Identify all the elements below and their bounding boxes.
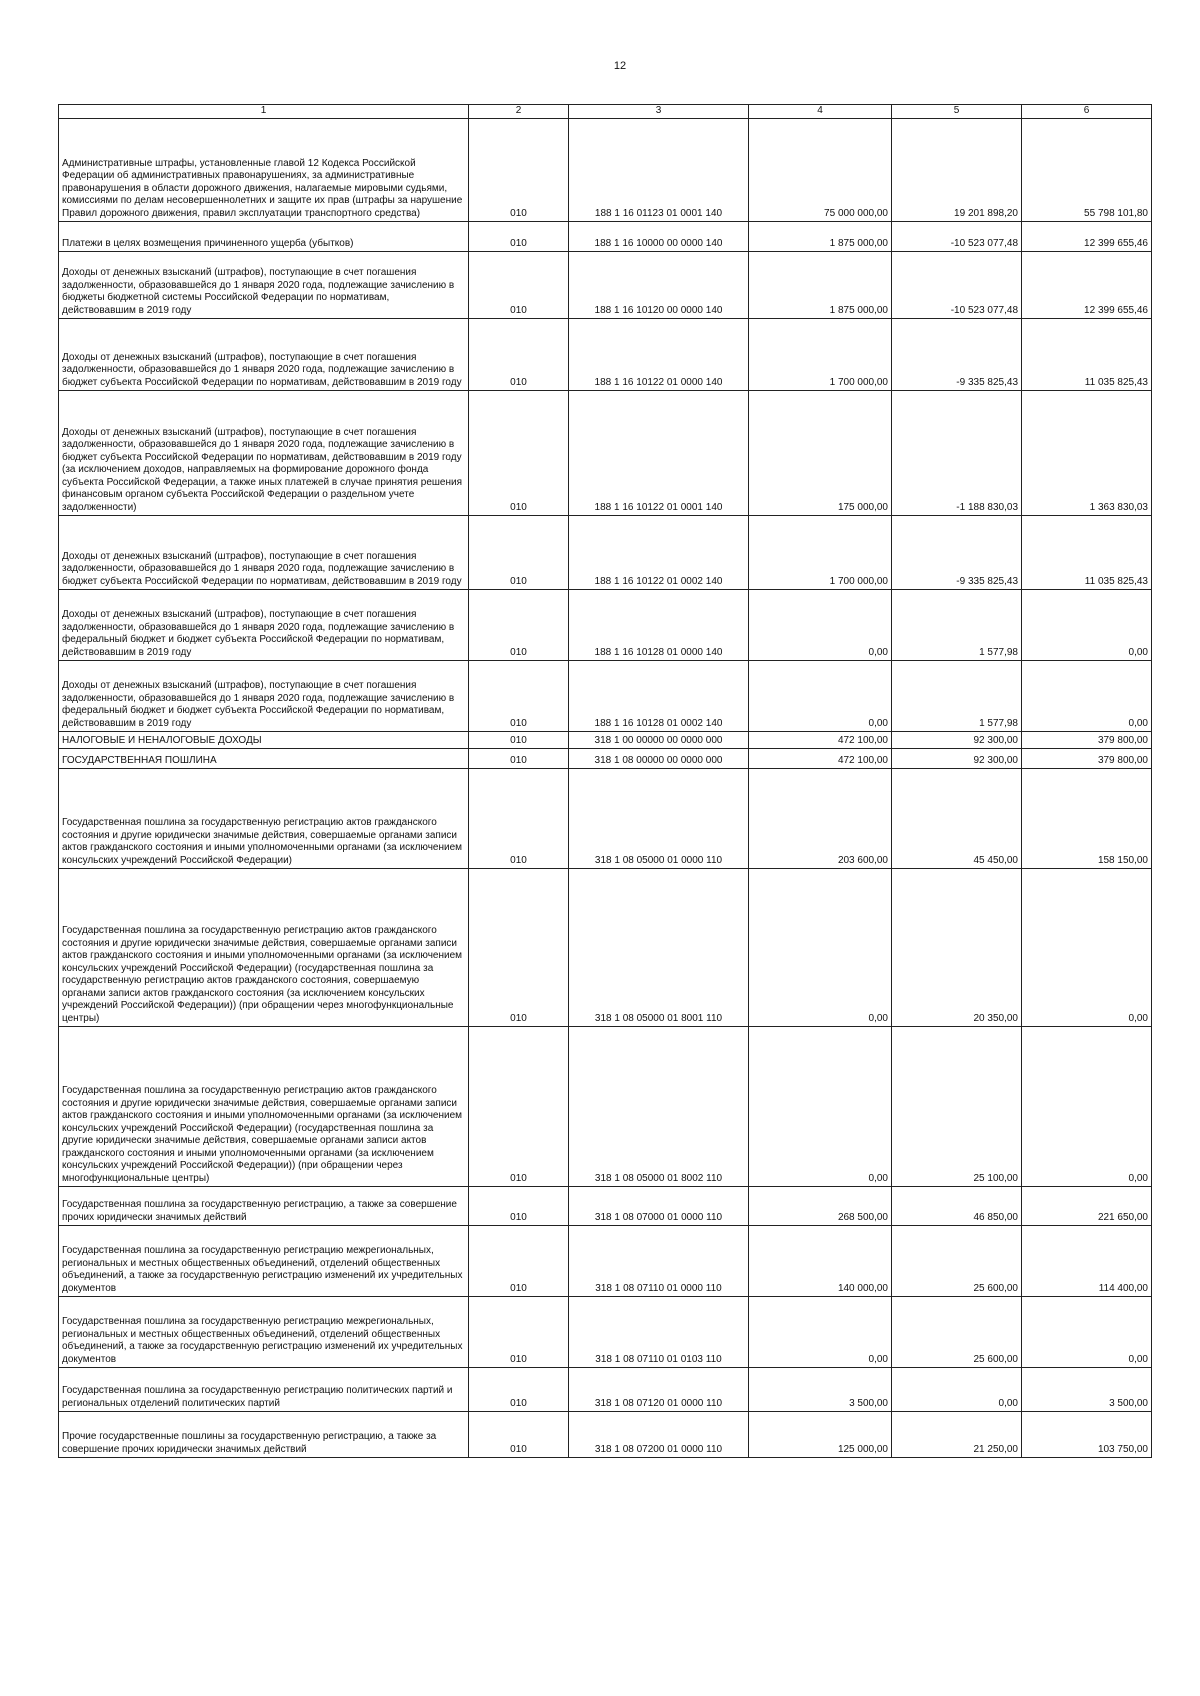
table-row — [59, 661, 1152, 732]
table-row — [59, 1368, 1152, 1412]
row-exec-cell: -9 335 825,43 — [892, 516, 1022, 590]
row-exec-cell: 1 577,98 — [892, 590, 1022, 661]
row-plan-cell: 125 000,00 — [749, 1412, 892, 1458]
table-row — [59, 391, 1152, 516]
table-row — [59, 749, 1152, 769]
row-rest-cell: 103 750,00 — [1022, 1412, 1152, 1458]
row-code-cell: 010 — [469, 869, 569, 1027]
row-rest-cell: 55 798 101,80 — [1022, 119, 1152, 222]
row-kbk-cell: 318 1 08 05000 01 0000 110 — [569, 769, 749, 869]
row-plan-cell: 0,00 — [749, 1027, 892, 1187]
row-code-cell: 010 — [469, 516, 569, 590]
column-header-2: 2 — [469, 105, 569, 119]
row-name-cell: Государственная пошлина за государственную регистрацию актов гражданского состояния и другие юридически значимые действия, совершаемые органами записи актов гражданского состояния и иными уполномоченными органами (за исключением консульских учреждений Российской Федерации) — [59, 769, 469, 869]
row-plan-cell: 472 100,00 — [749, 732, 892, 749]
row-name-cell: Административные штрафы, установленные главой 12 Кодекса Российской Федерации об административных правонарушениях, за административные правонарушения в области дорожного движения, налагаемые мировыми судьями, комиссиями по делам несовершеннолетних и защите их прав (штрафы за нарушение Правил дорожного движения, правил эксплуатации транспортного средства) — [59, 119, 469, 222]
row-name-cell: Государственная пошлина за государственную регистрацию актов гражданского состояния и другие юридически значимые действия, совершаемые органами записи актов гражданского состояния и иными уполномоченными органами (за исключением консульских учреждений Российской Федерации) (государственная пошлина за другие юридически значимые действия, совершаемые органами записи актов гражданского состояния и иными уполномоченными органами (за исключением консульских учреждений Российской Федерации)) (при обращении через многофункциональные центры) — [59, 1027, 469, 1187]
row-plan-cell: 0,00 — [749, 590, 892, 661]
row-plan-cell: 0,00 — [749, 1297, 892, 1368]
row-exec-cell: 25 600,00 — [892, 1297, 1022, 1368]
row-exec-cell: 92 300,00 — [892, 732, 1022, 749]
row-kbk-cell: 318 1 00 00000 00 0000 000 — [569, 732, 749, 749]
row-exec-cell: 25 100,00 — [892, 1027, 1022, 1187]
table-row — [59, 590, 1152, 661]
table-row — [59, 1297, 1152, 1368]
table-row — [59, 869, 1152, 1027]
row-plan-cell: 1 700 000,00 — [749, 516, 892, 590]
table-header-row — [59, 105, 1152, 119]
row-rest-cell: 12 399 655,46 — [1022, 252, 1152, 319]
row-name-cell: ГОСУДАРСТВЕННАЯ ПОШЛИНА — [59, 749, 469, 769]
row-kbk-cell: 188 1 16 10120 00 0000 140 — [569, 252, 749, 319]
row-rest-cell: 0,00 — [1022, 661, 1152, 732]
row-rest-cell: 11 035 825,43 — [1022, 319, 1152, 391]
row-plan-cell: 0,00 — [749, 869, 892, 1027]
row-code-cell: 010 — [469, 590, 569, 661]
row-kbk-cell: 188 1 16 10122 01 0002 140 — [569, 516, 749, 590]
row-code-cell: 010 — [469, 661, 569, 732]
row-kbk-cell: 318 1 08 07000 01 0000 110 — [569, 1187, 749, 1226]
row-kbk-cell: 188 1 16 10128 01 0002 140 — [569, 661, 749, 732]
table-row — [59, 1412, 1152, 1458]
row-exec-cell: -9 335 825,43 — [892, 319, 1022, 391]
row-kbk-cell: 188 1 16 01123 01 0001 140 — [569, 119, 749, 222]
row-code-cell: 010 — [469, 319, 569, 391]
column-header-5: 5 — [892, 105, 1022, 119]
row-kbk-cell: 318 1 08 05000 01 8002 110 — [569, 1027, 749, 1187]
row-code-cell: 010 — [469, 1027, 569, 1187]
row-rest-cell: 12 399 655,46 — [1022, 222, 1152, 252]
row-code-cell: 010 — [469, 119, 569, 222]
row-name-cell: Государственная пошлина за государственную регистрацию политических партий и региональных отделений политических партий — [59, 1368, 469, 1412]
row-code-cell: 010 — [469, 769, 569, 869]
row-name-cell: Доходы от денежных взысканий (штрафов), поступающие в счет погашения задолженности, образовавшейся до 1 января 2020 года, подлежащие зачислению в бюджет субъекта Российской Федерации по нормативам, действовавшим в 2019 году — [59, 319, 469, 391]
row-code-cell: 010 — [469, 252, 569, 319]
table-row — [59, 1187, 1152, 1226]
row-exec-cell: 1 577,98 — [892, 661, 1022, 732]
row-kbk-cell: 318 1 08 07110 01 0000 110 — [569, 1226, 749, 1297]
row-code-cell: 010 — [469, 1297, 569, 1368]
column-header-3: 3 — [569, 105, 749, 119]
table-row — [59, 732, 1152, 749]
column-header-1: 1 — [59, 105, 469, 119]
table-row — [59, 319, 1152, 391]
row-plan-cell: 75 000 000,00 — [749, 119, 892, 222]
row-rest-cell: 114 400,00 — [1022, 1226, 1152, 1297]
row-rest-cell: 0,00 — [1022, 590, 1152, 661]
row-exec-cell: 46 850,00 — [892, 1187, 1022, 1226]
row-name-cell: Государственная пошлина за государственную регистрацию актов гражданского состояния и другие юридически значимые действия, совершаемые органами записи актов гражданского состояния и иными уполномоченными органами (за исключением консульских учреждений Российской Федерации) (государственная пошлина за государственную регистрацию актов гражданского состояния, совершаемую органами записи актов гражданского состояния (за исключением консульских учреждений Российской Федерации)) (при обращении через многофункциональные центры) — [59, 869, 469, 1027]
row-kbk-cell: 188 1 16 10128 01 0000 140 — [569, 590, 749, 661]
row-rest-cell: 379 800,00 — [1022, 732, 1152, 749]
table-body — [59, 119, 1152, 1458]
row-plan-cell: 1 700 000,00 — [749, 319, 892, 391]
row-name-cell: Доходы от денежных взысканий (штрафов), поступающие в счет погашения задолженности, образовавшейся до 1 января 2020 года, подлежащие зачислению в бюджеты бюджетной системы Российской Федерации по нормативам, действовавшим в 2019 году — [59, 252, 469, 319]
row-name-cell: Доходы от денежных взысканий (штрафов), поступающие в счет погашения задолженности, образовавшейся до 1 января 2020 года, подлежащие зачислению в федеральный бюджет и бюджет субъекта Российской Федерации по нормативам, действовавшим в 2019 году — [59, 590, 469, 661]
row-kbk-cell: 188 1 16 10122 01 0001 140 — [569, 391, 749, 516]
row-rest-cell: 11 035 825,43 — [1022, 516, 1152, 590]
row-exec-cell: 21 250,00 — [892, 1412, 1022, 1458]
revenue-table — [58, 104, 1152, 1458]
row-plan-cell: 472 100,00 — [749, 749, 892, 769]
row-name-cell: Доходы от денежных взысканий (штрафов), поступающие в счет погашения задолженности, образовавшейся до 1 января 2020 года, подлежащие зачислению в федеральный бюджет и бюджет субъекта Российской Федерации по нормативам, действовавшим в 2019 году — [59, 661, 469, 732]
row-kbk-cell: 188 1 16 10122 01 0000 140 — [569, 319, 749, 391]
page-number: 12 — [613, 60, 627, 72]
table-row — [59, 1226, 1152, 1297]
row-rest-cell: 379 800,00 — [1022, 749, 1152, 769]
row-plan-cell: 3 500,00 — [749, 1368, 892, 1412]
row-name-cell: Государственная пошлина за государственную регистрацию межрегиональных, региональных и местных общественных объединений, отделений общественных объединений, а также за государственную регистрацию изменений их учредительных документов — [59, 1226, 469, 1297]
row-exec-cell: -10 523 077,48 — [892, 222, 1022, 252]
row-kbk-cell: 318 1 08 07110 01 0103 110 — [569, 1297, 749, 1368]
table-row — [59, 222, 1152, 252]
row-exec-cell: -10 523 077,48 — [892, 252, 1022, 319]
row-code-cell: 010 — [469, 222, 569, 252]
row-rest-cell: 3 500,00 — [1022, 1368, 1152, 1412]
row-exec-cell: 25 600,00 — [892, 1226, 1022, 1297]
row-kbk-cell: 318 1 08 05000 01 8001 110 — [569, 869, 749, 1027]
row-name-cell: Государственная пошлина за государственную регистрацию, а также за совершение прочих юридически значимых действий — [59, 1187, 469, 1226]
row-kbk-cell: 318 1 08 07200 01 0000 110 — [569, 1412, 749, 1458]
row-exec-cell: 0,00 — [892, 1368, 1022, 1412]
row-name-cell: НАЛОГОВЫЕ И НЕНАЛОГОВЫЕ ДОХОДЫ — [59, 732, 469, 749]
table-row — [59, 769, 1152, 869]
row-kbk-cell: 188 1 16 10000 00 0000 140 — [569, 222, 749, 252]
row-plan-cell: 140 000,00 — [749, 1226, 892, 1297]
table-row — [59, 252, 1152, 319]
table-row — [59, 119, 1152, 222]
row-exec-cell: 19 201 898,20 — [892, 119, 1022, 222]
row-name-cell: Прочие государственные пошлины за государственную регистрацию, а также за совершение прочих юридически значимых действий — [59, 1412, 469, 1458]
row-rest-cell: 1 363 830,03 — [1022, 391, 1152, 516]
row-rest-cell: 158 150,00 — [1022, 769, 1152, 869]
row-kbk-cell: 318 1 08 00000 00 0000 000 — [569, 749, 749, 769]
row-plan-cell: 1 875 000,00 — [749, 252, 892, 319]
table-row — [59, 516, 1152, 590]
row-code-cell: 010 — [469, 749, 569, 769]
row-code-cell: 010 — [469, 732, 569, 749]
row-rest-cell: 221 650,00 — [1022, 1187, 1152, 1226]
row-exec-cell: 45 450,00 — [892, 769, 1022, 869]
row-name-cell: Государственная пошлина за государственную регистрацию межрегиональных, региональных и местных общественных объединений, отделений общественных объединений, а также за государственную регистрацию изменений их учредительных документов — [59, 1297, 469, 1368]
row-code-cell: 010 — [469, 1187, 569, 1226]
row-plan-cell: 268 500,00 — [749, 1187, 892, 1226]
table-row — [59, 1027, 1152, 1187]
row-code-cell: 010 — [469, 1412, 569, 1458]
row-exec-cell: 92 300,00 — [892, 749, 1022, 769]
row-plan-cell: 0,00 — [749, 661, 892, 732]
row-code-cell: 010 — [469, 1226, 569, 1297]
row-rest-cell: 0,00 — [1022, 869, 1152, 1027]
column-header-4: 4 — [749, 105, 892, 119]
row-plan-cell: 203 600,00 — [749, 769, 892, 869]
row-exec-cell: 20 350,00 — [892, 869, 1022, 1027]
row-name-cell: Доходы от денежных взысканий (штрафов), поступающие в счет погашения задолженности, образовавшейся до 1 января 2020 года, подлежащие зачислению в бюджет субъекта Российской Федерации по нормативам, действовавшим в 2019 году (за исключением доходов, направляемых на формирование дорожного фонда субъекта Российской Федерации, а также иных платежей в случае принятия решения финансовым органом субъекта Российской Федерации о раздельном учете задолженности) — [59, 391, 469, 516]
row-name-cell: Доходы от денежных взысканий (штрафов), поступающие в счет погашения задолженности, образовавшейся до 1 января 2020 года, подлежащие зачислению в бюджет субъекта Российской Федерации по нормативам, действовавшим в 2019 году — [59, 516, 469, 590]
row-exec-cell: -1 188 830,03 — [892, 391, 1022, 516]
column-header-6: 6 — [1022, 105, 1152, 119]
row-code-cell: 010 — [469, 1368, 569, 1412]
row-kbk-cell: 318 1 08 07120 01 0000 110 — [569, 1368, 749, 1412]
row-plan-cell: 175 000,00 — [749, 391, 892, 516]
row-rest-cell: 0,00 — [1022, 1027, 1152, 1187]
row-rest-cell: 0,00 — [1022, 1297, 1152, 1368]
row-code-cell: 010 — [469, 391, 569, 516]
row-name-cell: Платежи в целях возмещения причиненного ущерба (убытков) — [59, 222, 469, 252]
row-plan-cell: 1 875 000,00 — [749, 222, 892, 252]
